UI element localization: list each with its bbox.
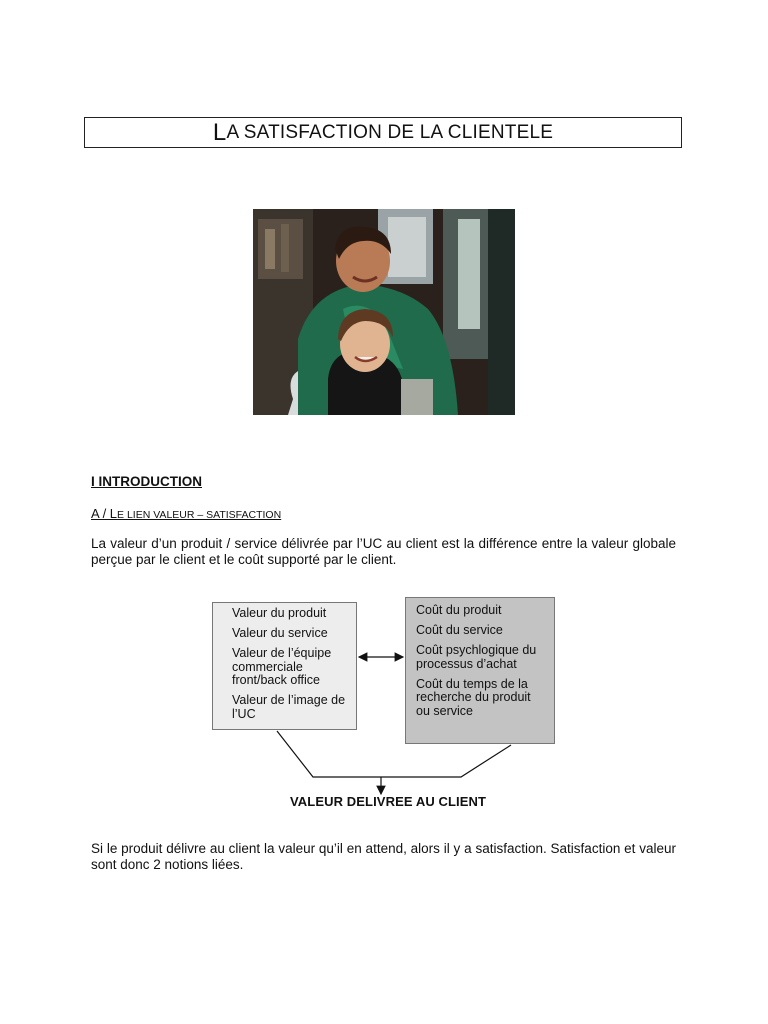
- cost-item: Coût du service: [416, 623, 503, 638]
- value-item: Valeur du produit: [232, 606, 327, 620]
- value-item: Valeur du service: [232, 626, 328, 641]
- section-heading: I INTRODUCTION: [91, 474, 202, 489]
- cost-item: Coût du produit: [416, 603, 502, 617]
- value-item: Valeur de l’équipe commerciale front/back office: [232, 646, 332, 688]
- title-rest: A SATISFACTION DE LA CLIENTELE: [226, 121, 554, 143]
- result-label: VALEUR DELIVREE AU CLIENT: [290, 794, 487, 809]
- value-item: Valeur de l’image de l’UC: [232, 693, 346, 722]
- subsection-rest: E LIEN VALEUR – SATISFACTION: [117, 509, 282, 521]
- title-initial: L: [212, 118, 227, 146]
- subsection-prefix: A / L: [91, 506, 118, 521]
- conclusion-paragraph: Si le produit délivre au client la valeur qu’il en attend, alors il y a satisfaction. Satisfaction et valeur sont donc 2 notions liées.: [91, 841, 676, 872]
- document-title: [84, 117, 682, 148]
- value-box: [212, 602, 357, 730]
- intro-paragraph: La valeur d’un produit / service délivrée par l’UC au client est la différence entre la valeur globale perçue par le client et le coût supporté par le client.: [91, 536, 676, 567]
- cost-item: Coût psychlogique du processus d’achat: [416, 643, 537, 671]
- photo-dentist-and-child: [253, 209, 515, 415]
- cost-item: Coût du temps de la recherche du produit ou service: [416, 676, 531, 719]
- cost-box: [405, 597, 555, 744]
- subsection-heading: [91, 506, 281, 521]
